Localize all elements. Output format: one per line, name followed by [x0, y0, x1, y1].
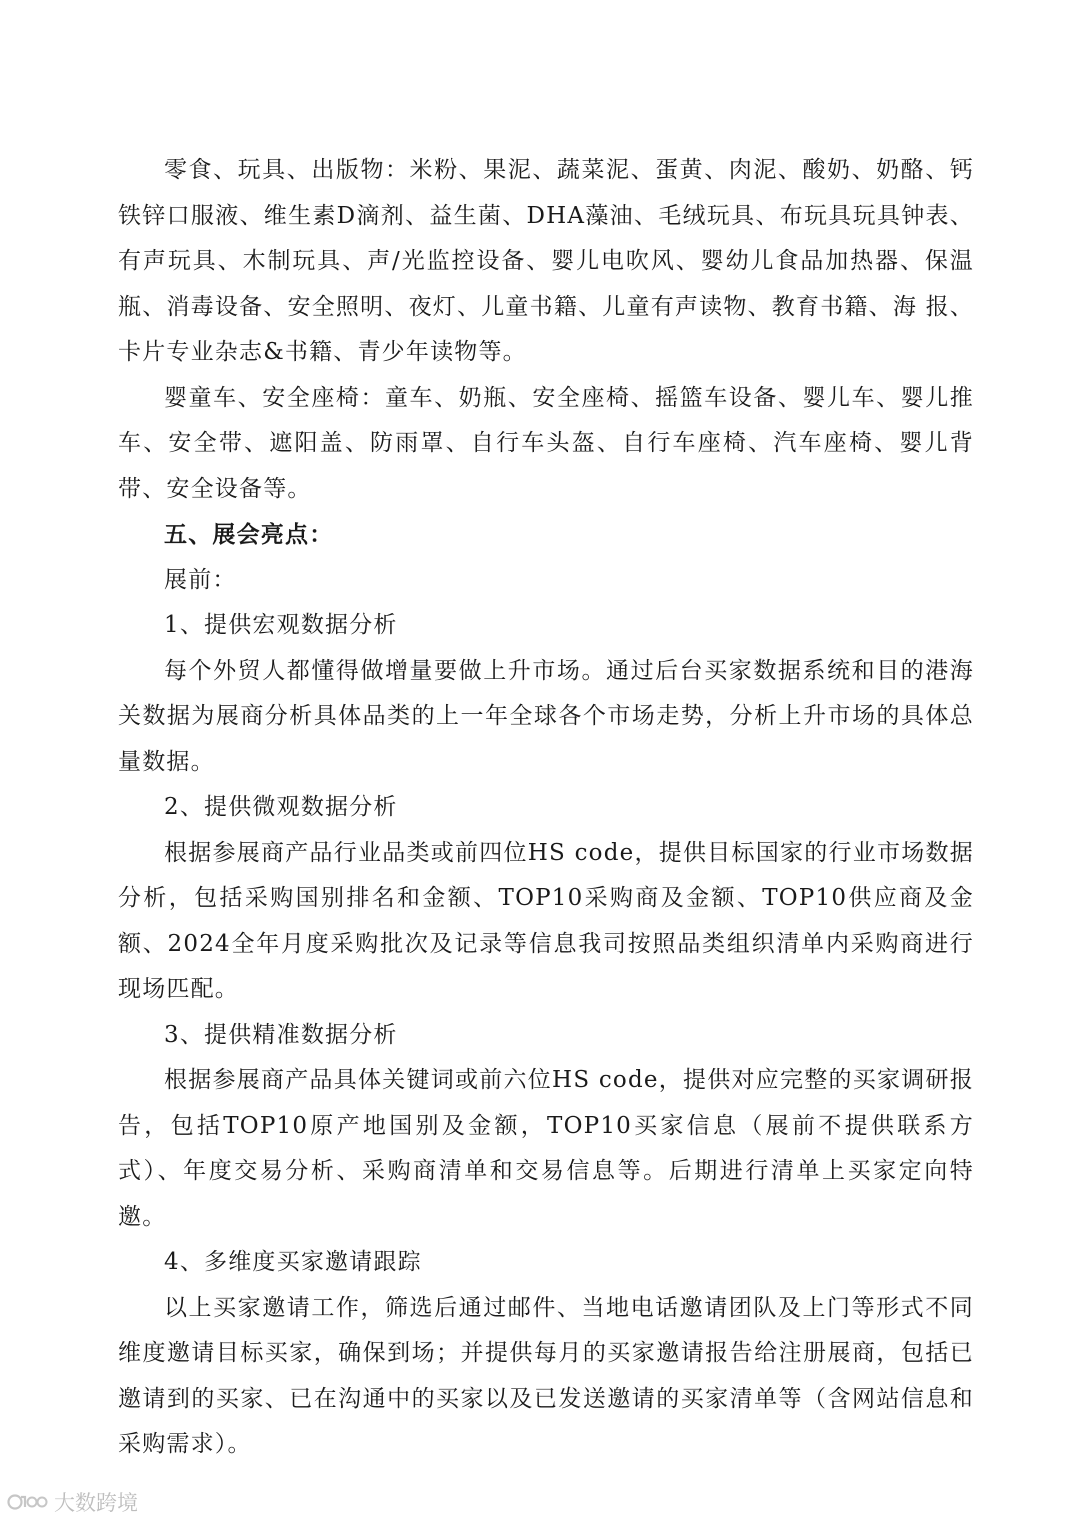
subheading-pre-show: 展前：: [164, 566, 237, 593]
item-title-buyer-tracking: 4、多维度买家邀请跟踪: [164, 1249, 422, 1275]
paragraph-macro-data: 每个外贸人都懂得做增量要做上升市场。通过后台买家数据系统和目的港海关数据为展商分析具体品类的上一年全球各个市场走势，分析上升市场的具体总量数据。: [118, 657, 974, 775]
logo-icon: [6, 1489, 50, 1515]
item-title-micro-data: 2、提供微观数据分析: [164, 794, 398, 820]
item-title-precise-data: 3、提供精准数据分析: [164, 1021, 398, 1048]
watermark-text: 大数跨境: [54, 1491, 138, 1515]
paragraph-buyer-tracking: 以上买家邀请工作，筛选后通过邮件、当地电话邀请团队及上门等形式不同维度邀请目标买家，确保到场；并提供每月的买家邀请报告给注册展商，包括已邀请到的买家、已在沟通中的买家以及已发送邀请的买家清单等（含网站信息和采购需求）。: [118, 1294, 974, 1457]
watermark: [6, 1487, 138, 1517]
item-title-macro-data: 1、提供宏观数据分析: [164, 612, 398, 638]
section-heading-highlights: 五、展会亮点：: [164, 521, 334, 548]
paragraph-micro-data: 根据参展商产品行业品类或前四位HS code，提供目标国家的行业市场数据分析，包括采购国别排名和金额、TOP10采购商及金额、TOP10供应商及金额、2024全年月度采购批次及记录等信息我司按照品类组织清单内采购商进行现场匹配。: [118, 839, 974, 1002]
paragraph-snacks-toys: 零食、玩具、出版物：米粉、果泥、蔬菜泥、蛋黄、肉泥、酸奶、奶酪、钙铁锌口服液、维生素D滴剂、益生菌、DHA藻油、毛绒玩具、布玩具玩具钟表、有声玩具、木制玩具、声/光监控设备、婴儿电吹风、婴幼儿食品加热器、保温瓶、消毒设备、安全照明、夜灯、儿童书籍、儿童有声读物、教育书籍、海 报、卡片专业杂志&书籍、青少年读物等。: [118, 157, 974, 365]
paragraph-strollers-seats: 婴童车、安全座椅：童车、奶瓶、安全座椅、摇篮车设备、婴儿车、婴儿推车、安全带、遮阳盖、防雨罩、自行车头盔、自行车座椅、汽车座椅、婴儿背带、安全设备等。: [118, 384, 974, 502]
document-body: [118, 148, 974, 1468]
paragraph-precise-data: 根据参展商产品具体关键词或前六位HS code，提供对应完整的买家调研报告，包括TOP10原产地国别及金额，TOP10买家信息（展前不提供联系方式）、年度交易分析、采购商清单和交易信息等。后期进行清单上买家定向特邀。: [118, 1067, 974, 1230]
